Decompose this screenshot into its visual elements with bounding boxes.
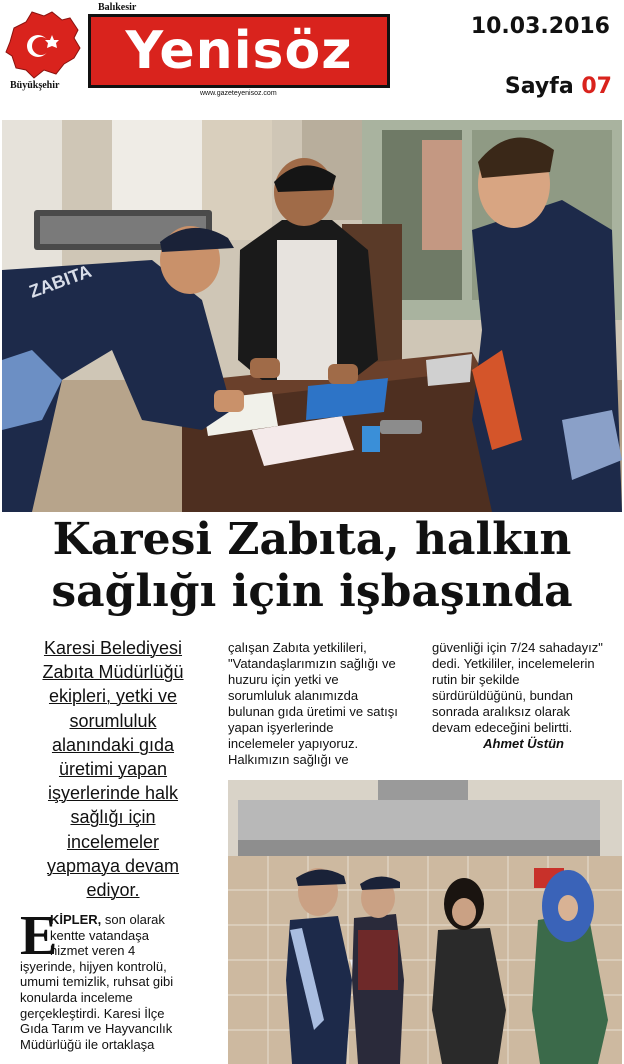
lead-line: yapmaya devam: [46, 855, 180, 876]
drop-cap: E: [20, 905, 58, 967]
masthead-sub: Büyükşehir: [10, 80, 60, 91]
body-line: "Vatandaşlarımızın sağlığı ve: [228, 656, 396, 671]
inspection-office-photo-illustration: [2, 120, 622, 512]
body-line: hizmet veren 4: [50, 943, 136, 959]
lead-word: KİPLER,: [50, 912, 102, 927]
article-column-middle: [228, 640, 424, 768]
body-line-text: son olarak: [101, 912, 165, 927]
body-line: Halkımızın sağlığı ve: [228, 752, 349, 767]
article-author: Ahmet Üstün: [483, 736, 564, 751]
lead-line: Karesi Belediyesi: [43, 638, 183, 658]
lead-line: alanındaki gıda: [51, 734, 175, 755]
masthead-logo: [88, 14, 390, 88]
uniform-text: ZABITA: [26, 260, 95, 302]
headline-line-2: sağlığı için işbaşında: [51, 566, 573, 617]
page-word: Sayfa: [504, 74, 574, 99]
body-line: bulunan gıda üretimi ve satışı: [228, 704, 398, 719]
body-line: yapan işyerlerinde: [228, 720, 334, 735]
body-line: kentte vatandaşa: [50, 927, 150, 943]
kitchen-inspection-photo: [228, 780, 622, 1064]
headline-line-1: Karesi Zabıta, halkın: [52, 514, 572, 565]
body-line: [20, 912, 220, 928]
body-line: Müdürlüğü ile ortaklaşa: [20, 1036, 155, 1052]
lead-line: sorumluluk: [69, 710, 157, 731]
masthead: [0, 0, 624, 110]
lead-line: ekipleri, yetki ve: [48, 686, 178, 707]
page-number: 07: [581, 74, 612, 99]
page-label: [505, 74, 612, 99]
body-line: dedi. Yetkililer, incelemelerin: [432, 656, 595, 671]
body-line: umumi temizlik, ruhsat gibi: [20, 974, 174, 990]
body-line: konularda inceleme: [20, 989, 133, 1005]
article-column-left: [20, 905, 220, 1052]
article-headline: [0, 514, 624, 618]
body-line: sorumluluk alanımızda: [228, 688, 359, 703]
turkish-flag-map-icon: [4, 8, 84, 80]
body-line: işyerinde, hijyen kontrolü,: [20, 958, 167, 974]
lead-line: ediyor.: [86, 880, 140, 901]
body-line: huzuru için yetki ve: [228, 672, 339, 687]
body-line: çalışan Zabıta yetkilileri,: [228, 640, 367, 655]
article-lead: [8, 636, 218, 902]
article-column-right: [432, 640, 622, 752]
kitchen-inspection-photo-illustration: [228, 780, 622, 1064]
body-line: güvenliği için 7/24 sahadayız": [432, 640, 603, 655]
body-line: Gıda Tarım ve Hayvancılık: [20, 1021, 173, 1037]
masthead-title: Yenisöz: [125, 21, 353, 81]
lead-line: Zabıta Müdürlüğü: [42, 662, 184, 683]
lead-line: incelemeler: [66, 831, 160, 852]
lead-line: sağlığı için: [70, 807, 156, 828]
body-line: sürdürüldüğünü, bundan: [432, 688, 573, 703]
body-line: incelemeler yapıyoruz.: [228, 736, 359, 751]
body-line: devam edeceğini belirtti.: [432, 720, 573, 735]
issue-date: 10.03.2016: [470, 14, 610, 39]
lead-line: üretimi yapan: [58, 759, 168, 780]
lead-line: işyerlerinde halk: [47, 783, 179, 804]
body-line: rutin bir şekilde: [432, 672, 520, 687]
body-line: sonrada aralıksız olarak: [432, 704, 571, 719]
masthead-city: Balıkesir: [98, 2, 137, 13]
inspection-office-photo: [2, 120, 622, 512]
masthead-url: www.gazeteyenisoz.com: [200, 90, 277, 97]
body-line: gerçekleştirdi. Karesi İlçe: [20, 1005, 165, 1021]
